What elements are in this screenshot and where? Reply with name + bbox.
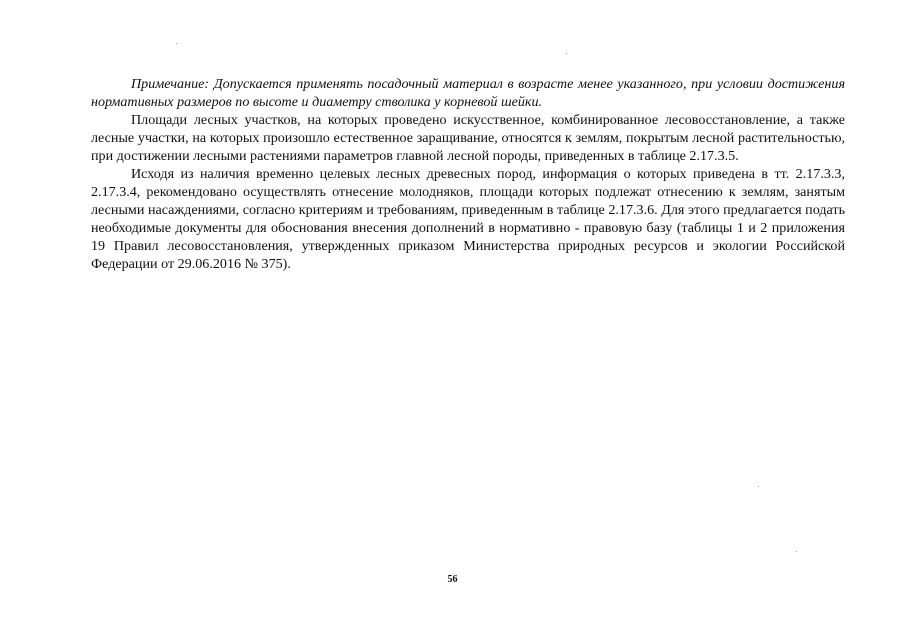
scan-speck [566,53,567,54]
note-label: Примечание: [131,76,210,92]
paragraph-forest-areas: Площади лесных участков, на которых проведено искусственное, комбинированное лесовосстановление, а также лесные участки, на которых произошло естественное заращивание, относятся к землям, покрытым лесной растительностью, при достижении лесными растениями параметров главной лесной породы, приведенных в таблице 2.17.3.5. [91,112,845,164]
note-text: Допускается применять посадочный материал в возрасте менее указанного, при условии достижения нормативных размеров по высоте и диаметру стволика у корневой шейки. [91,76,845,110]
page-number: 56 [447,574,458,585]
body-text [91,75,845,273]
scan-speck [796,551,797,552]
note-paragraph [91,75,845,111]
paragraph-young-stands: Исходя из наличия временно целевых лесных древесных пород, информация о которых приведена в тт. 2.17.3.3, 2.17.3.4, рекомендовано осуществлять отнесение молодняков, площади которых подлежат отнесению к землям, занятым лесными насаждениями, согласно критериям и требованиям, приведенным в таблице 2.17.3.6. Для этого предлагается подать необходимые документы для обоснования внесения дополнений в нормативно - правовую базу (таблицы 1 и 2 приложения 19 Правил лесовосстановления, утвержденных приказом Министерства природных ресурсов и экологии Российской Федерации от 29.06.2016 № 375). [91,166,845,272]
scan-speck [758,486,759,487]
scan-speck [176,43,177,44]
